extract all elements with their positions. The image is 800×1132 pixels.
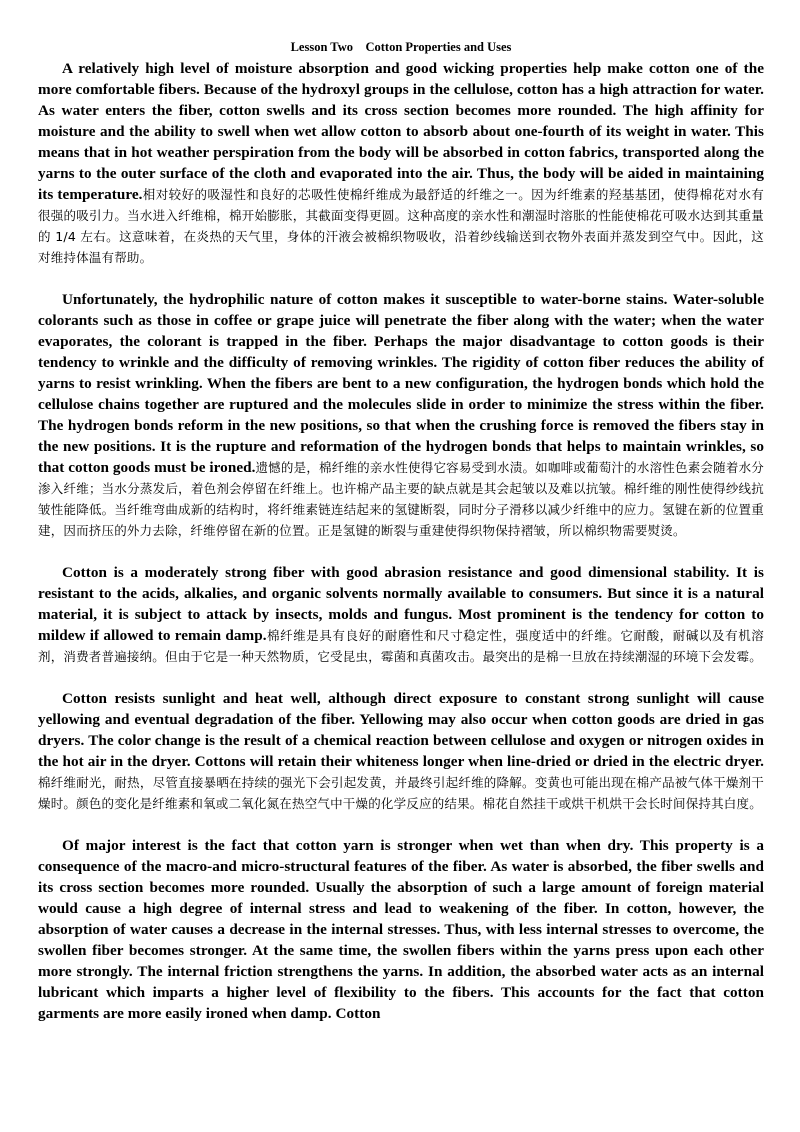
paragraph-2-chinese: 遗憾的是，棉纤维的亲水性使得它容易受到水渍。如咖啡或葡萄汁的水溶性色素会随着水分渗入纤维；当水分蒸发后，着色剂会停留在纤维上。也许棉产品主要的缺点就是其会起皱以及难以抗皱。棉纤维的刚性使得纱线抗皱性能降低。当纤维弯曲成新的结构时，将纤维素链连结起来的氢键断裂，同时分子滑移以减少纤维中的应力。氢键在新的位置重建，因而挤压的外力去除，纤维停留在新的位置。正是氢键的断裂与重建使得织物保持褶皱，所以棉织物需要熨烫。 xyxy=(38,460,764,538)
paragraph-2 xyxy=(38,289,764,541)
paragraph-5 xyxy=(38,835,764,1024)
paragraph-1 xyxy=(38,58,764,268)
paragraph-1-chinese: 相对较好的吸湿性和良好的芯吸性使棉纤维成为最舒适的纤维之一。因为纤维素的羟基基团，使得棉花对水有很强的吸引力。当水进入纤维棉，棉开始膨胀，其截面变得更圆。这种高度的亲水性和潮湿时溶胀的性能使棉花可吸水达到其重量的 1/4 左右。这意味着，在炎热的天气里，身体的汗液会被棉织物吸收，沿着纱线输送到衣物外表面并蒸发到空气中。因此，这对维持体温有帮助。 xyxy=(38,187,764,265)
page-title: Lesson Two Cotton Properties and Uses xyxy=(290,40,512,54)
paragraph-spacer xyxy=(38,541,764,562)
paragraph-spacer xyxy=(38,814,764,835)
paragraph-3-chinese: 棉纤维是具有良好的耐磨性和尺寸稳定性，强度适中的纤维。它耐酸，耐碱以及有机溶剂，消费者普遍接纳。但由于它是一种天然物质，它受昆虫，霉菌和真菌攻击。最突出的是棉一旦放在持续潮湿的环境下会发霉。 xyxy=(38,628,764,664)
paragraph-4-chinese: 棉纤维耐光，耐热，尽管直接暴晒在持续的强光下会引起发黄，并最终引起纤维的降解。变黄也可能出现在棉产品被气体干燥剂干燥时。颜色的变化是纤维素和氧或二氧化氮在热空气中干燥的化学反应的结果。棉花自然挂干或烘干机烘干会长时间保持其白度。 xyxy=(38,775,764,811)
paragraph-3 xyxy=(38,562,764,667)
paragraph-4 xyxy=(38,688,764,814)
paragraph-3-english: Cotton is a moderately strong fiber with good abrasion resistance and good dimensional stability. It is resistant to the acids, alkalies, and organic solvents normally available to consumers. But since it is a natural material, it is subject to attack by insects, molds and fungus. Most prominent is the tendency for cotton to mildew if allowed to remain damp. xyxy=(38,564,764,644)
paragraph-4-english: Cotton resists sunlight and heat well, although direct exposure to constant strong sunlight will cause yellowing and eventual degradation of the fiber. Yellowing may also occur when cotton goods are dried in gas dryers. The color change is the result of a chemical reaction between cellulose and oxygen or nitrogen oxides in the hot air in the dryer. Cottons will retain their whiteness longer when line-dried or dried in the electric dryer. xyxy=(38,690,764,770)
paragraph-1-english: A relatively high level of moisture absorption and good wicking properties help make cotton one of the more comfortable fibers. Because of the hydroxyl groups in the cellulose, cotton has a high attraction for water. As water enters the fiber, cotton swells and its cross section becomes more rounded. The high affinity for moisture and the ability to swell when wet allow cotton to absorb about one-fourth of its weight in water. This means that in hot weather perspiration from the body will be absorbed in cotton fabrics, transported along the yarns to the outer surface of the cloth and evaporated into the air. Thus, the body will be aided in maintaining its temperature. xyxy=(38,60,764,203)
paragraph-spacer xyxy=(38,667,764,688)
paragraph-spacer xyxy=(38,268,764,289)
paragraph-5-english: Of major interest is the fact that cotton yarn is stronger when wet than when dry. This property is a consequence of the macro-and micro-structural features of the fiber. As water is absorbed, the fiber swells and its cross section becomes more rounded. Usually the absorption of such a large amount of foreign material would cause a high degree of internal stress and lead to weakening of the fiber. In cotton, however, the absorption of water causes a decrease in the internal stresses. Thus, with less internal stresses to overcome, the swollen fiber becomes stronger. At the same time, the swollen fibers within the yarns press upon each other more strongly. The internal friction strengthens the yarns. In addition, the absorbed water acts as an internal lubricant which imparts a higher level of flexibility to the fibers. This accounts for the fact that cotton garments are more easily ironed when damp. Cotton xyxy=(38,837,764,1022)
document-page xyxy=(38,38,764,1024)
paragraph-2-english: Unfortunately, the hydrophilic nature of cotton makes it susceptible to water-borne stains. Water-soluble colorants such as those in coffee or grape juice will penetrate the fiber along with the water; when the water evaporates, the colorant is trapped in the fiber. Perhaps the major disadvantage to cotton goods is their tendency to wrinkle and the difficulty of removing wrinkles. The rigidity of cotton fiber reduces the ability of yarns to resist wrinkling. When the fibers are bent to a new configuration, the hydrogen bonds which hold the cellulose chains together are ruptured and the molecules slide in order to minimize the stress within the fiber. The hydrogen bonds reform in the new positions, so that when the crushing force is removed the fibers stay in the new positions. It is the rupture and reformation of the hydrogen bonds that helps to maintain wrinkles, so that cotton goods must be ironed. xyxy=(38,291,764,476)
